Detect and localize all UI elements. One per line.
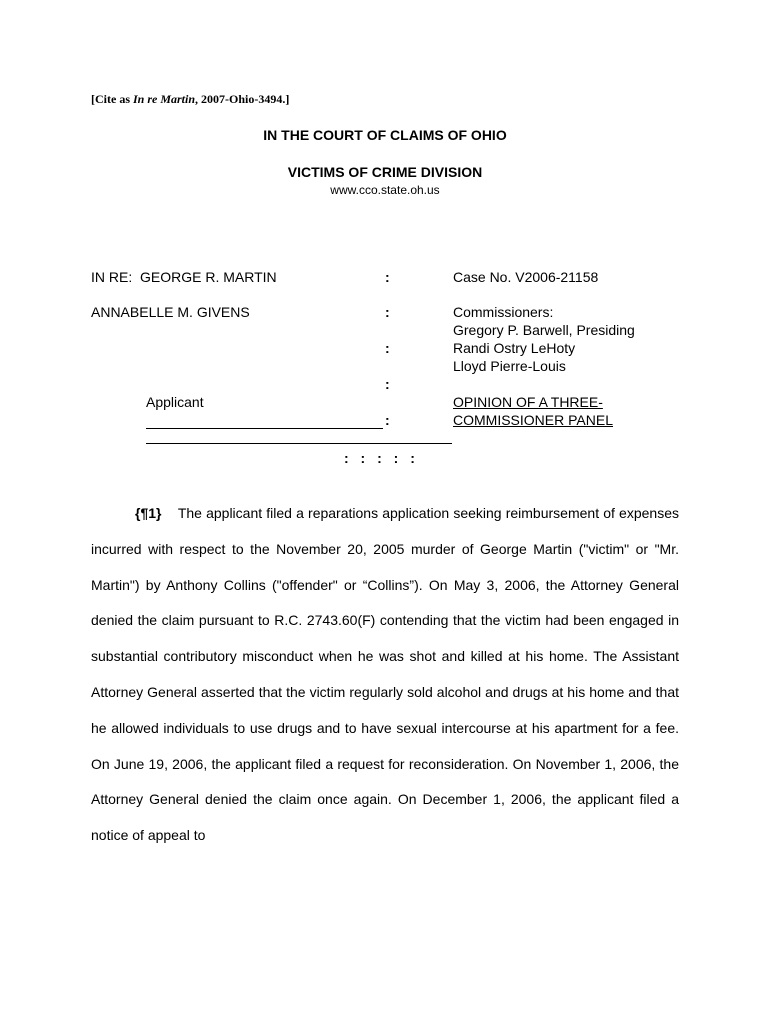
citation — [91, 92, 289, 107]
caption-bottom-rule — [146, 443, 452, 444]
caption-colon: : — [385, 376, 390, 392]
paragraph-marker: {¶1} — [135, 505, 162, 521]
applicant-underline — [146, 428, 383, 429]
separator-dots: : : : : : — [344, 450, 415, 466]
commissioners-block — [453, 303, 635, 375]
commissioner-name: Lloyd Pierre-Louis — [453, 358, 566, 374]
court-website: www.cco.state.oh.us — [330, 183, 440, 197]
court-title: IN THE COURT OF CLAIMS OF OHIO — [263, 127, 507, 143]
citation-suffix: , 2007-Ohio-3494.] — [195, 92, 290, 106]
case-number: Case No. V2006-21158 — [453, 269, 599, 285]
paragraph-text: The applicant filed a reparations application seeking reimbursement of expenses incurred with respect to the November 20, 2005 murder of George Martin ("victim" or "Mr. Martin") by Anthony Collins ("offender" or “Collins”). On May 3, 2006, the Attorney General denied the claim pursuant to R.C. 2743.60(F) contending that the victim had been engaged in substantial contributory misconduct when he was shot and killed at his home. The Assistant Attorney General asserted that the victim regularly sold alcohol and drugs at his home and that he allowed individuals to use drugs and to have sexual intercourse at his apartment for a fee. On June 19, 2006, the applicant filed a request for reconsideration. On November 1, 2006, the Attorney General denied the claim once again. On December 1, 2006, the applicant filed a notice of appeal to — [91, 505, 679, 844]
citation-case-name: In re Martin — [133, 92, 196, 106]
caption-party-2: ANNABELLE M. GIVENS — [91, 304, 250, 320]
citation-prefix: [Cite as — [91, 92, 133, 106]
commissioner-name: Gregory P. Barwell, Presiding — [453, 322, 635, 338]
caption-applicant: Applicant — [146, 394, 204, 410]
commissioner-name: Randi Ostry LeHoty — [453, 340, 576, 356]
caption-colon: : — [385, 340, 390, 356]
caption-colon: : — [385, 304, 390, 320]
opinion-title — [453, 393, 613, 429]
caption-colon: : — [385, 412, 390, 428]
opinion-title-line-2: COMMISSIONER PANEL — [453, 412, 613, 428]
division-title: VICTIMS OF CRIME DIVISION — [287, 164, 483, 180]
paragraph-1 — [91, 496, 679, 854]
caption-in-re: IN RE: GEORGE R. MARTIN — [91, 269, 277, 285]
opinion-title-line-1: OPINION OF A THREE- — [453, 394, 603, 410]
caption-colon: : — [385, 269, 390, 285]
commissioners-label: Commissioners: — [453, 304, 554, 320]
